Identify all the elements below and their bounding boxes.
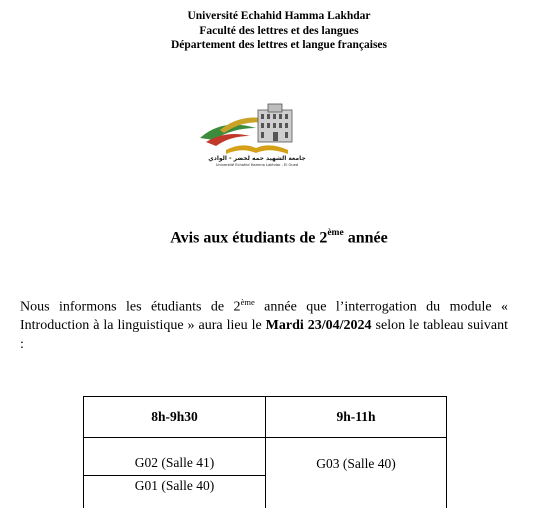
faculty-name: Faculté des lettres et des langues [199, 24, 359, 37]
notice-title: Avis aux étudiants de 2ème année [170, 228, 388, 247]
slot-2-header: 9h-11h [266, 397, 447, 438]
slot-1-header: 8h-9h30 [84, 397, 266, 438]
university-name: Université Echahid Hamma Lakhdar [187, 10, 371, 22]
table-header-row [84, 397, 447, 438]
logo-arabic-caption: جامعة الشهيد حمه لخضر - الوادي [208, 155, 306, 162]
university-logo-icon [192, 100, 322, 168]
slot-1-group-b: G01 (Salle 40) [84, 476, 266, 509]
department-name: Département des lettres et langue françaises [171, 39, 387, 51]
institution-header [0, 9, 558, 53]
exam-date: Mardi 23/04/2024 [265, 318, 372, 334]
table-row [84, 438, 447, 476]
slot-1-group-a: G02 (Salle 41) [84, 438, 266, 476]
slot-2-group-a: G03 (Salle 40) [266, 438, 447, 509]
exam-schedule-table [83, 396, 447, 508]
notice-body: Nous informons les étudiants de 2ème année que l’interrogation du module « Introduction à la linguistique » aura lieu le Mardi 23/04/2024 selon le tableau suivant : [20, 297, 509, 352]
logo-latin-caption: Université Echahid Hamma Lakhdar - El Oued [215, 163, 299, 167]
